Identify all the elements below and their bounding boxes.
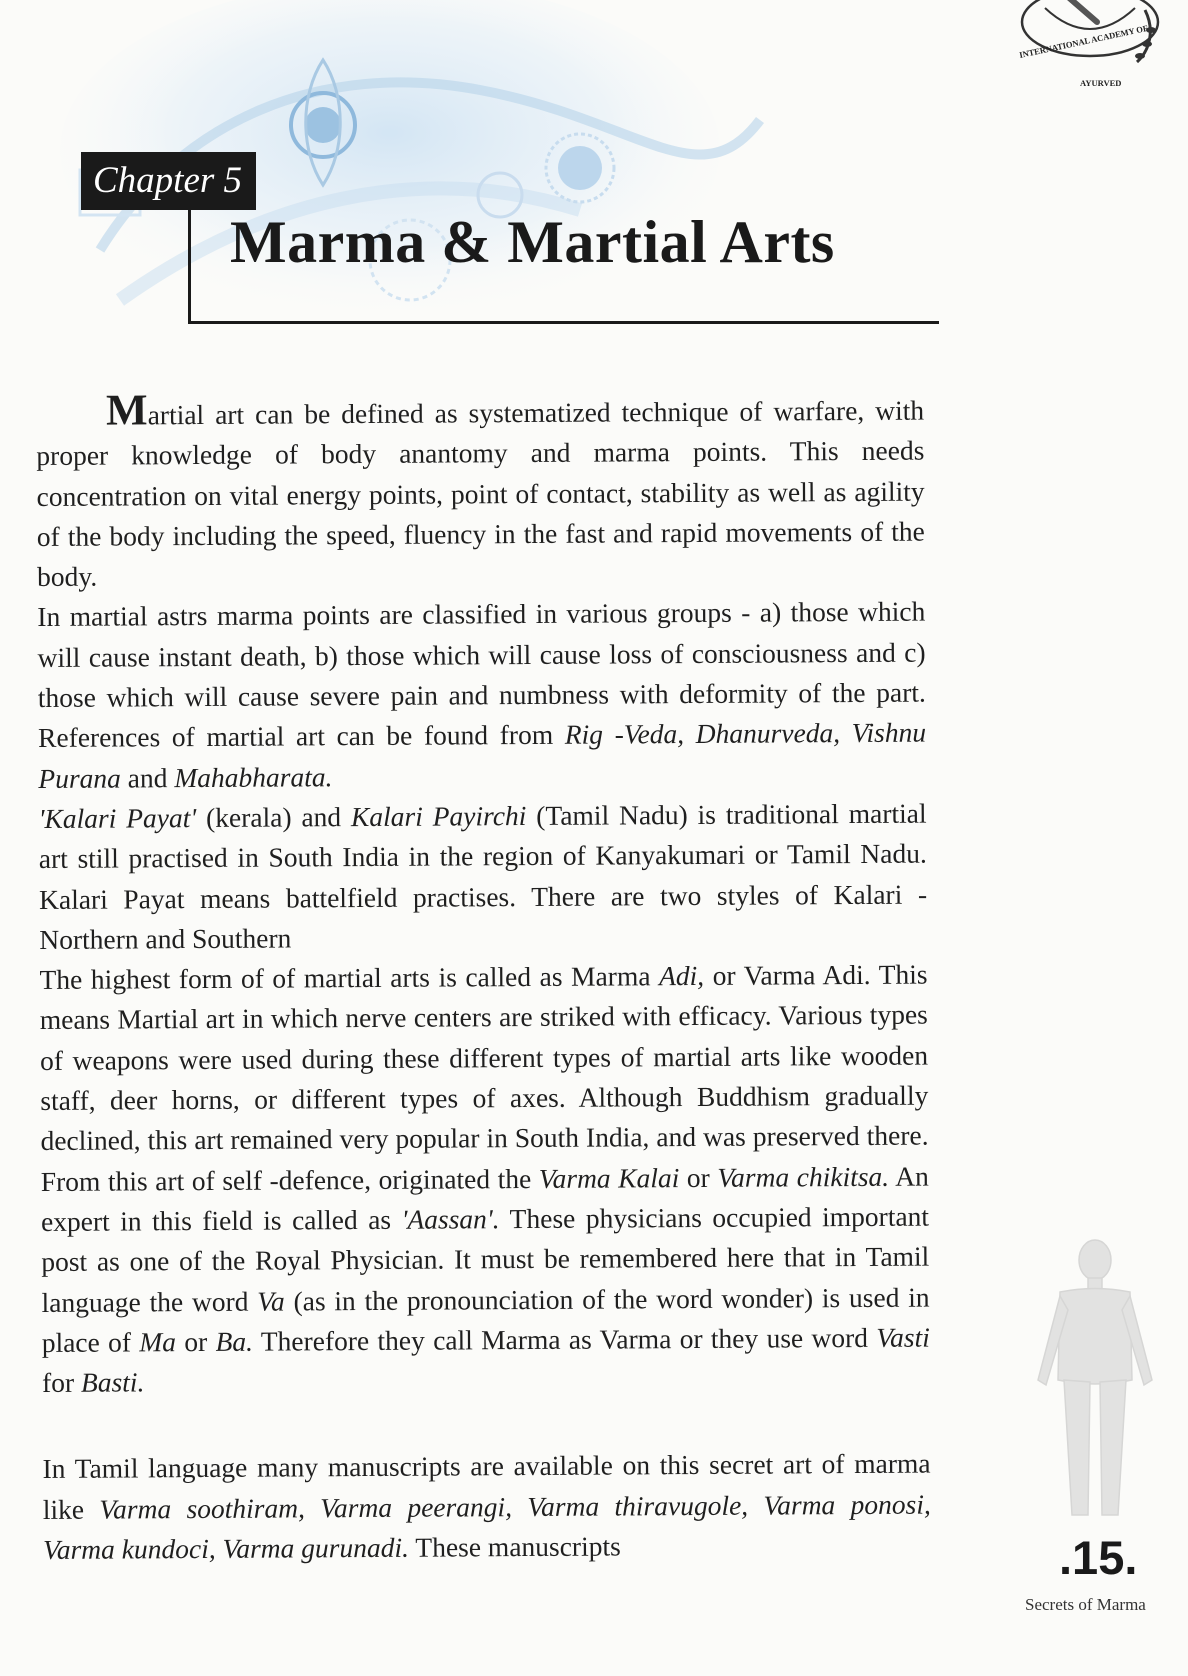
paragraph-3: 'Kalari Payat' (kerala) and Kalari Payirchi (Tamil Nadu) is traditional martial art still practised in South India in the region of Kanyakumari or Tamil Nadu. Kalari Payat means battelfield practises. There are two styles of Kalari - Northern and Southern — [38, 797, 928, 955]
human-body-figure — [1020, 1230, 1170, 1520]
paragraph-gap — [42, 1398, 930, 1449]
paragraph-5: In Tamil language many manuscripts are available on this secret art of marma like Varma soothiram, Varma peerangi, Varma thiravugole, Varma ponosi, Varma kundoci, Varma gurunadi. These manuscripts — [42, 1447, 931, 1565]
chapter-title: Marma & Martial Arts — [230, 209, 835, 275]
paragraph-1 — [36, 385, 925, 598]
body-text — [36, 385, 931, 1571]
paragraph-2: In martial astrs marma points are classified in various groups - a) those which will cause instant death, b) those which will cause loss of consciousness and c) those which will cause severe pain and numbness with deformity of the part. References of martial art can be found from Rig -Veda, Dhanurveda, Vishnu Purana and Mahabharata. — [37, 596, 927, 794]
chapter-label: Chapter 5 — [81, 152, 256, 210]
book-title-footer: Secrets of Marma — [1025, 1595, 1146, 1614]
vedic-references: Rig -Veda, Dhanurveda, Vishnu Purana — [38, 716, 927, 794]
svg-text:AYURVED: AYURVED — [1080, 78, 1122, 88]
academy-logo-text — [1008, 22, 1188, 104]
drop-cap: M — [105, 385, 148, 435]
paragraph-4: The highest form of of martial arts is called as Marma Adi, or Varma Adi. This means Martial art in which nerve centers are striked with efficacy. Various types of weapons were used during these different types of martial arts like wooden staff, deer horns, or different types of axes. Although Buddhism gradually declined, this art remained very popular in South India, and was preserved there. From this art of self -defence, originated the Varma Kalai or Varma chikitsa. An expert in this field is called as 'Aassan'. These physicians occupied important post as one of the Royal Physician. It must be remembered here that in Tamil language the word Va (as in the pronounciation of the word wonder) is used in place of Ma or Ba. Therefore they call Marma as Varma or they use word Vasti for Basti. — [39, 958, 930, 1399]
page-number: .15. — [1059, 1531, 1138, 1584]
paragraph-1-text: artial art can be defined as systematized technique of warfare, with proper knowledge of body anantomy and marma points. This needs concentration on vital energy points, point of contact, stability as well as agility of the body including the speed, fluency in the fast and rapid movements of the body. — [36, 394, 925, 593]
svg-text:INTERNATIONAL ACADEMY OF: INTERNATIONAL ACADEMY OF — [1018, 22, 1149, 60]
manuscript-list: Varma soothiram, Varma peerangi, Varma thiravugole, Varma ponosi, Varma kundoci, Varma gurunadi. — [42, 1488, 931, 1565]
